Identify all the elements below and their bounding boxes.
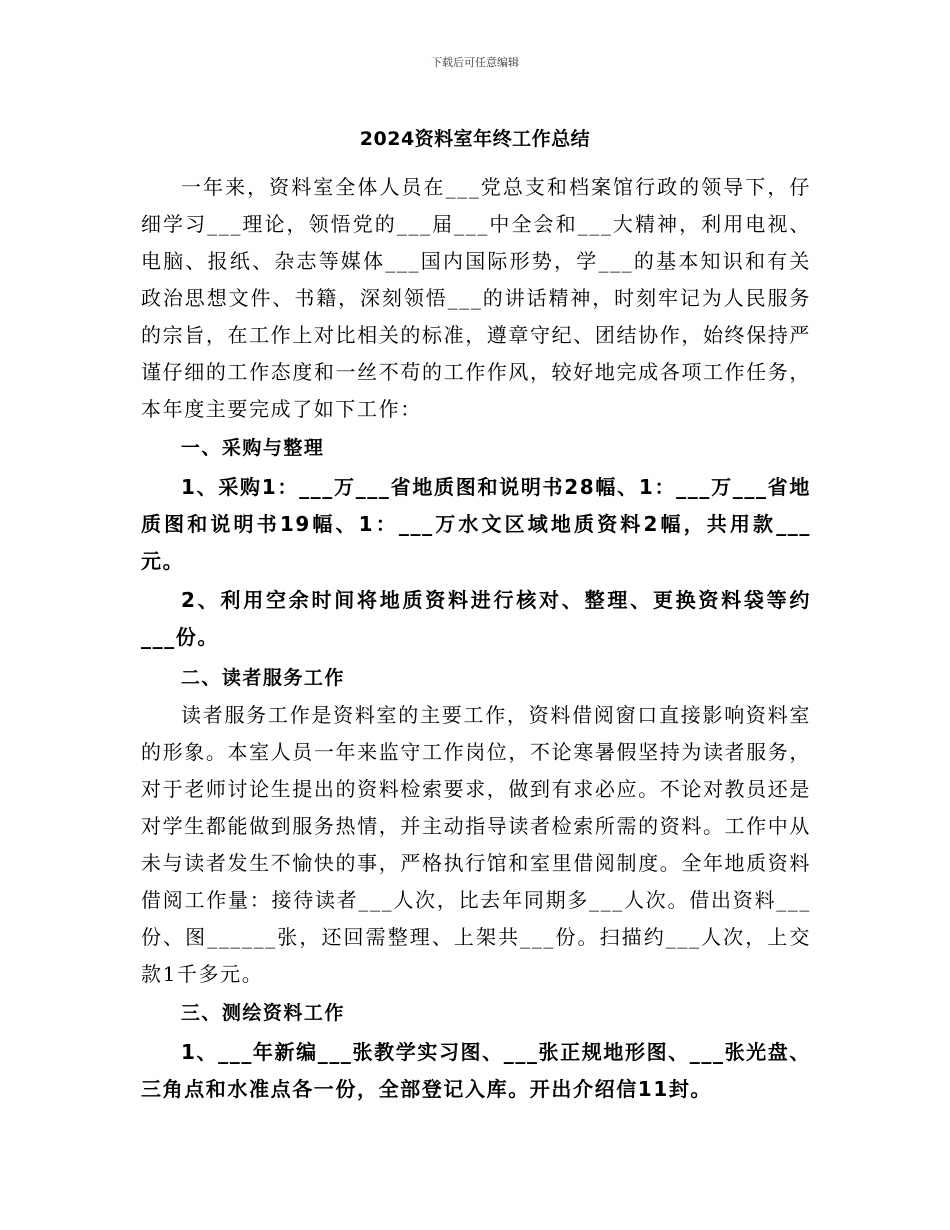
- purchasing-item-2: 2、利用空余时间将地质资料进行核对、整理、更换资料袋等约___份。: [141, 588, 811, 649]
- document-title: 2024资料室年终工作总结: [359, 128, 591, 150]
- intro-paragraph: 一年来，资料室全体人员在___党总支和档案馆行政的领导下，仔细学习___理论，领悟党的___届___中全会和___大精神，利用电视、电脑、报纸、杂志等媒体___国内国际形势，学___的基本知识和有关政治思想文件、书籍，深刻领悟___的讲话精神，时刻牢记为人民服务的宗旨，在工作上对比相关的标准，遵章守纪、团结协作，始终保持严谨仔细的工作态度和一丝不苟的工作作风，较好地完成各项工作任务，本年度主要完成了如下工作：: [141, 175, 811, 421]
- surveying-item-1: 1、___年新编___张教学实习图、___张正规地形图、___张光盘、三角点和水准点各一份，全部登记入库。开出介绍信11封。: [141, 1040, 811, 1101]
- section-heading-surveying: 三、测绘资料工作: [180, 1002, 345, 1024]
- reader-service-paragraph: 读者服务工作是资料室的主要工作，资料借阅窗口直接影响资料室的形象。本室人员一年来监守工作岗位，不论寒暑假坚持为读者服务，对于老师讨论生提出的资料检索要求，做到有求必应。不论对教员还是对学生都能做到服务热情，并主动指导读者检索所需的资料。工作中从未与读者发生不愉快的事，严格执行馆和室里借阅制度。全年地质资料借阅工作量：接待读者___人次，比去年同期多___人次。借出资料___份、图______张，还回需整理、上架共___份。扫描约___人次，上交款1千多元。: [141, 703, 811, 986]
- section-heading-purchasing: 一、采购与整理: [180, 437, 325, 459]
- document-body: [141, 169, 811, 1108]
- page-header-note: 下载后可任意编辑: [431, 56, 519, 69]
- purchasing-item-1: 1、采购1：___万___省地质图和说明书28幅、1：___万___省地质图和说明书19幅、1：___万水文区域地质资料2幅，共用款___元。: [141, 475, 811, 573]
- section-heading-reader-service: 二、读者服务工作: [180, 667, 345, 689]
